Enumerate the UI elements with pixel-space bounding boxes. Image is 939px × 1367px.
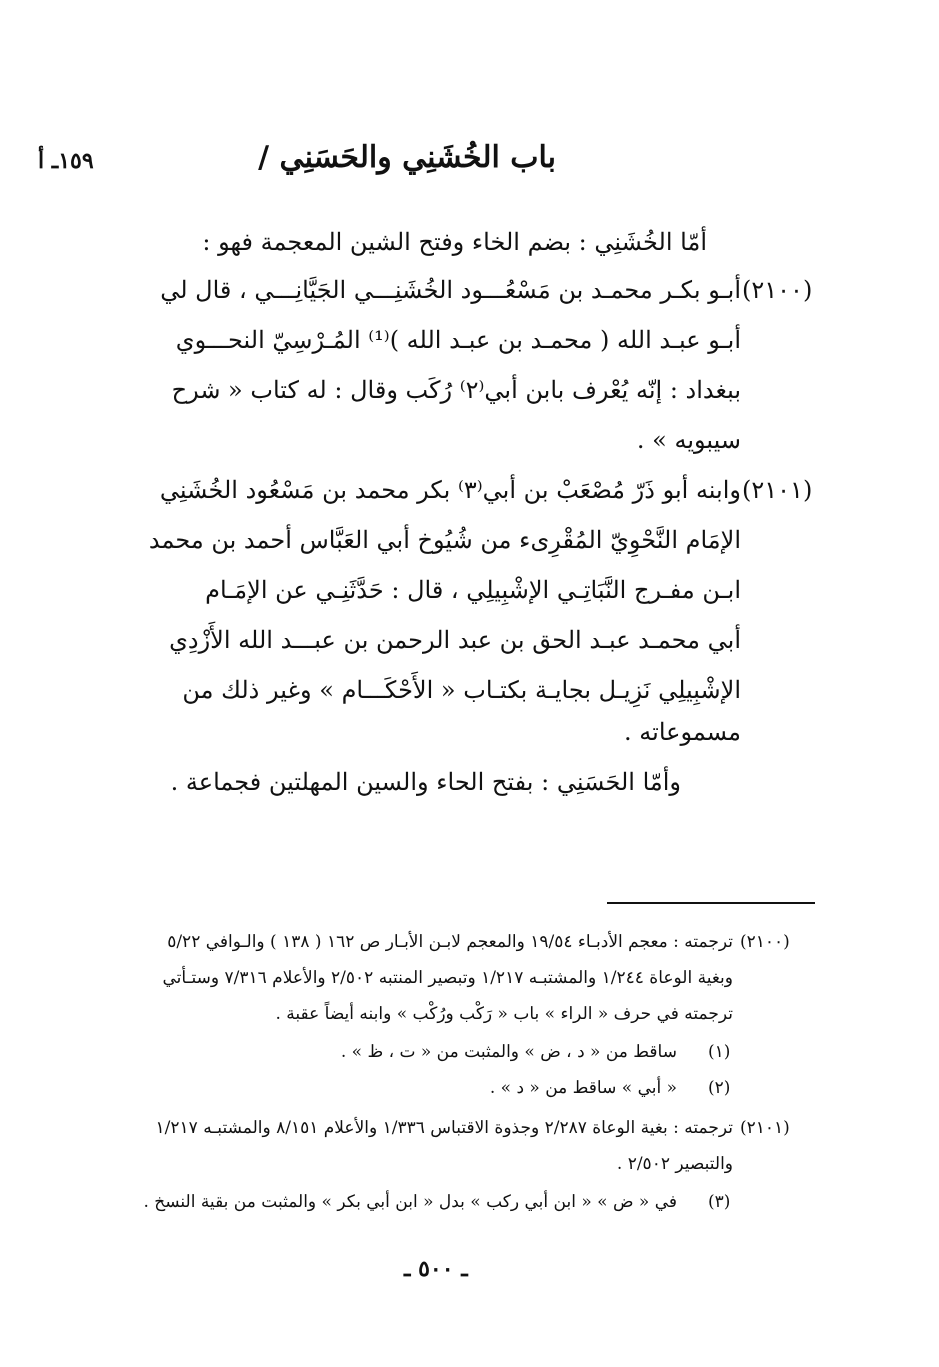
footnote-line: وبغية الوعاة ١/٢٤٤ والمشتبـه ١/٢١٧ وتبصير المنتبه ٢/٥٠٢ والأعلام ٧/٣١٦ وستـأتي: [162, 968, 733, 988]
chapter-heading: باب الخُشَنِي والحَسَنِي /: [258, 140, 556, 175]
entry-line: ببغداد : إنّه يُعْرف بابن أبي⁽٢⁾ رُكَب وقال : له كتاب « شرح: [171, 376, 741, 404]
footnote-number: (٢١٠١): [740, 1118, 790, 1138]
entry-line: ابـن مفـرج النَّبَاتِـي الإشْبِيلِي ، قال : حَدَّثَنِـي عن الإمَـام: [205, 576, 741, 604]
footnote-number: (١): [708, 1042, 731, 1062]
entry-line: أبي محمـد عبـد الحق بن عبد الرحمن بن عبـــد الله الأَزْدِي: [169, 626, 741, 654]
entry-line: الإمَام النَّحْوِيّ المُقْرِىء من شُيُوخ أبي العَبَّاس أحمد بن محمد: [148, 526, 741, 554]
outro-paragraph: وأمّا الحَسَنِي : بفتح الحاء والسين المهلتين فجماعة .: [170, 768, 681, 796]
entry-line: أبـو عبـد الله ( محمـد بن عبـد الله )⁽¹⁾ المُـرْسِيّ النحـــوي: [175, 326, 741, 354]
footnote-line: « أبي » ساقط من « د » .: [489, 1078, 677, 1098]
entry-number: (٢١٠٠): [742, 276, 813, 304]
folio-marker: ١٥٩ـ أ: [38, 148, 94, 174]
footnote-line: ساقط من « د ، ض » والمثبت من « ت ، ظ » .: [340, 1042, 677, 1062]
footnote-number: (٣): [708, 1192, 731, 1212]
entry-line: وابنه أبو ذَرّ مُصْعَبْ بن أبي⁽٣⁾ بكر محمد بن مَسْعُود الخُشَنِي: [159, 476, 741, 504]
footnote-line: والتبصير ٢/٥٠٢ .: [616, 1154, 733, 1174]
footnote-number: (٢): [708, 1078, 731, 1098]
page-number: ـ ٥٠٠ ـ: [404, 1256, 468, 1282]
footnote-divider: [607, 902, 815, 904]
footnote-line: ترجمته في حرف « الراء » باب « رَكْب ورُكْب » وابنه أيضاً عقبة .: [275, 1004, 733, 1024]
footnote-line: في « ض » « ابن أبي ركب » بدل « ابن أبي بكر » والمثبت من بقية النسخ .: [143, 1192, 677, 1212]
footnote-line: ترجمته : معجم الأدبـاء ١٩/٥٤ والمعجم لابـن الأبـار ص ١٦٢ ( ١٣٨ ) والـوافي ٥/٢٢: [167, 932, 733, 952]
entry-line: أبـو بكـر محمـد بن مَسْعُـــود الخُشَنِـــي الجَيَّانِـــي ، قال لي: [160, 276, 741, 304]
footnote-number: (٢١٠٠): [740, 932, 790, 952]
footnote-line: ترجمته : بغية الوعاة ٢/٢٨٧ وجذوة الاقتباس ١/٣٣٦ والأعلام ٨/١٥١ والمشتبـه ١/٢١٧: [155, 1118, 733, 1138]
entry-line: مسموعاته .: [624, 718, 741, 746]
entry-line: الإشْبِيلِي نَزِيـل بجايـة بكتـاب « الأَحْكَـــام » وغير ذلك من: [182, 676, 741, 704]
intro-paragraph: أمّا الخُشَنِي : بضم الخاء وفتح الشين المعجمة فهو :: [202, 228, 707, 256]
entry-line: سيبويه » .: [636, 426, 741, 454]
entry-number: (٢١٠١): [742, 476, 813, 504]
